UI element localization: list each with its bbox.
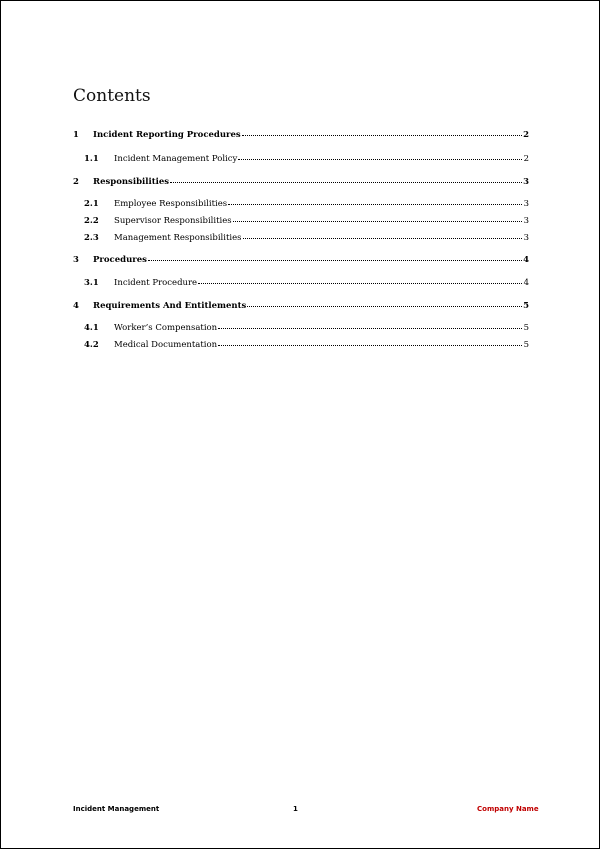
toc-entry-label: Incident Management Policy (114, 154, 238, 164)
toc-entry-number: 2 (73, 177, 79, 187)
toc-dot-leader (233, 221, 522, 222)
toc-entry-page: 4 (523, 278, 529, 288)
toc-entry-label: Supervisor Responsibilities (114, 216, 232, 226)
toc-entry-page: 2 (523, 130, 529, 140)
toc-dot-leader (243, 238, 523, 239)
toc-entry-2[interactable] (73, 177, 529, 187)
footer-document-name: Incident Management (73, 805, 160, 813)
toc-entry-page: 5 (523, 301, 529, 311)
toc-entry-number: 4.1 (84, 323, 99, 333)
toc-entry-1[interactable] (73, 130, 529, 140)
footer-page-number: 1 (293, 805, 298, 813)
toc-entry-number: 1.1 (84, 154, 99, 164)
toc-entry-page: 3 (523, 216, 529, 226)
toc-entry-4-1[interactable] (84, 323, 529, 333)
toc-entry-number: 3.1 (84, 278, 99, 288)
toc-dot-leader (238, 159, 522, 160)
toc-entry-4[interactable] (73, 301, 529, 311)
toc-entry-3[interactable] (73, 255, 529, 265)
toc-entry-label: Responsibilities (93, 177, 170, 187)
toc-dot-leader (218, 345, 522, 346)
page-title: Contents (73, 86, 151, 106)
toc-entry-2-1[interactable] (84, 199, 529, 209)
toc-entry-number: 4.2 (84, 340, 99, 350)
toc-dot-leader (247, 306, 522, 307)
toc-dot-leader (198, 283, 522, 284)
toc-entry-3-1[interactable] (84, 278, 529, 288)
toc-entry-number: 2.3 (84, 233, 99, 243)
toc-entry-4-2[interactable] (84, 340, 529, 350)
toc-entry-page: 3 (523, 177, 529, 187)
toc-entry-number: 1 (73, 130, 79, 140)
toc-entry-label: Worker’s Compensation (114, 323, 218, 333)
toc-entry-1-1[interactable] (84, 154, 529, 164)
toc-entry-page: 5 (523, 340, 529, 350)
toc-entry-page: 4 (523, 255, 529, 265)
toc-entry-label: Medical Documentation (114, 340, 218, 350)
toc-entry-number: 4 (73, 301, 79, 311)
toc-entry-page: 2 (523, 154, 529, 164)
toc-entry-2-2[interactable] (84, 216, 529, 226)
footer-company-name: Company Name (477, 805, 539, 813)
toc-dot-leader (218, 328, 522, 329)
toc-entry-label: Employee Responsibilities (114, 199, 228, 209)
toc-dot-leader (148, 260, 522, 261)
toc-dot-leader (170, 182, 522, 183)
toc-entry-label: Requirements And Entitlements (93, 301, 247, 311)
toc-entry-label: Incident Reporting Procedures (93, 130, 241, 140)
toc-entry-number: 2.1 (84, 199, 99, 209)
toc-entry-label: Management Responsibilities (114, 233, 242, 243)
toc-entry-label: Procedures (93, 255, 147, 265)
toc-dot-leader (242, 135, 522, 136)
toc-dot-leader (228, 204, 522, 205)
toc-entry-label: Incident Procedure (114, 278, 198, 288)
toc-entry-number: 3 (73, 255, 79, 265)
toc-entry-page: 5 (523, 323, 529, 333)
toc-entry-page: 3 (523, 233, 529, 243)
toc-entry-number: 2.2 (84, 216, 99, 226)
toc-entry-page: 3 (523, 199, 529, 209)
toc-entry-2-3[interactable] (84, 233, 529, 243)
